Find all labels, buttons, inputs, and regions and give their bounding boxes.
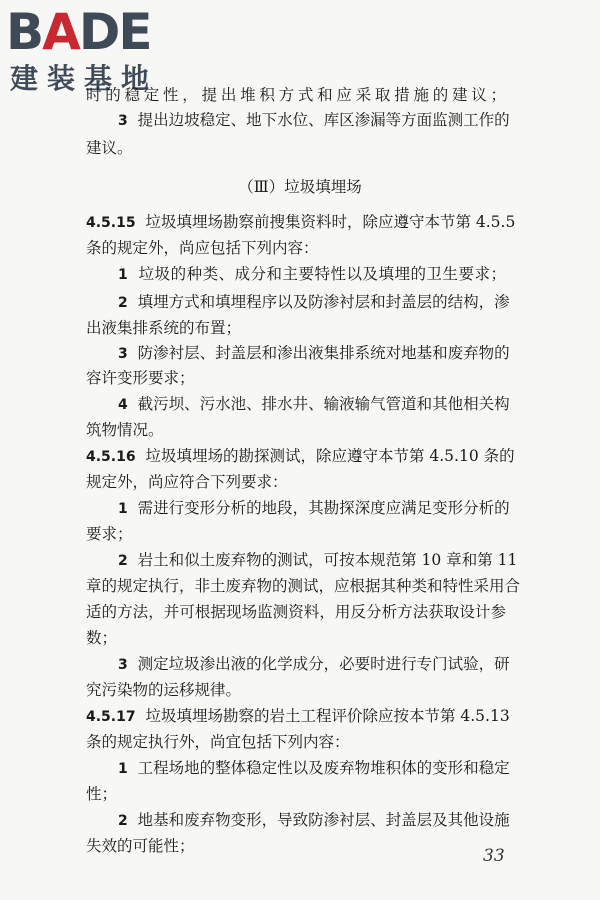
text-line: 章的规定执行，非土废弃物的测试，应根据其种类和特性采用合: [86, 577, 521, 595]
item-text: 地基和废弃物变形，导致防渗衬层、封盖层及其他设施: [137, 811, 510, 829]
page-number: 33: [483, 846, 505, 866]
list-item-line: [118, 498, 510, 519]
item-text: 需进行变形分析的地段，其勘探深度应满足变形分析的: [137, 499, 510, 517]
list-item-line: [118, 292, 510, 313]
watermark-letter-a: A: [42, 3, 79, 61]
list-item-line: [118, 343, 510, 364]
text-line: 规定外，尚应符合下列要求：: [86, 473, 288, 491]
text-line: 条的规定执行外，尚宜包括下列内容：: [86, 733, 350, 751]
clause-text: 垃圾填埋场的勘探测试，除应遵守本节第 4.5.10 条的: [145, 447, 515, 465]
text-line: 究污染物的运移规律。: [86, 681, 242, 699]
text-line: 适的方法，并可根据现场监测资料，用反分析方法获取设计参: [86, 603, 506, 621]
item-number: 3: [118, 113, 128, 129]
item-number: 1: [118, 761, 128, 777]
list-item-line: [118, 654, 510, 675]
list-item-line: [118, 264, 506, 285]
text-line: 时的稳定性，提出堆积方式和应采取措施的建议；: [86, 86, 506, 104]
clause-number: 4.5.16: [86, 449, 136, 465]
text-line: 失效的可能性；: [86, 837, 195, 855]
text-line: 性；: [86, 785, 118, 803]
watermark-letters-de: DE: [78, 3, 151, 61]
item-number: 1: [118, 501, 128, 517]
item-number: 3: [118, 657, 128, 673]
text-line: 出液集排系统的布置；: [86, 319, 242, 337]
item-number: 2: [118, 553, 128, 569]
item-text: 填埋方式和填埋程序以及防渗衬层和封盖层的结构，渗: [137, 293, 510, 311]
watermark-subtitle: 建装基地: [10, 62, 159, 95]
item-number: 2: [118, 295, 128, 311]
item-number: 3: [118, 346, 128, 362]
item-text: 岩土和似土废弃物的测试，可按本规范第 10 章和第 11: [137, 551, 518, 569]
item-text: 截污坝、污水池、排水井、输液输气管道和其他相关构: [137, 395, 510, 413]
list-item-line: [118, 110, 510, 131]
clause-number: 4.5.17: [86, 709, 136, 725]
item-number: 2: [118, 813, 128, 829]
item-text: 提出边坡稳定、地下水位、库区渗漏等方面监测工作的: [137, 111, 510, 129]
item-number: 1: [118, 267, 128, 283]
clause-text: 垃圾填埋场勘察的岩土工程评价除应按本节第 4.5.13: [145, 707, 510, 725]
text-line: 建议。: [86, 139, 133, 157]
text-line: 筑物情况。: [86, 421, 164, 439]
section-title: （Ⅲ）垃圾填埋场: [238, 178, 362, 196]
item-text: 垃圾的种类、成分和主要特性以及填埋的卫生要求；: [138, 265, 506, 283]
list-item-line: [118, 810, 510, 831]
clause-number: 4.5.15: [86, 215, 136, 231]
text-line: 数；: [86, 629, 118, 647]
watermark-brand: [6, 4, 151, 60]
list-item-line: [118, 758, 510, 779]
item-text: 工程场地的整体稳定性以及废弃物堆积体的变形和稳定: [137, 759, 510, 777]
list-item-line: [118, 394, 510, 415]
list-item-line: [118, 550, 518, 571]
item-number: 4: [118, 397, 128, 413]
clause-text: 垃圾填埋场勘察前搜集资料时，除应遵守本节第 4.5.5: [145, 213, 516, 231]
clause-line: [86, 446, 515, 467]
clause-line: [86, 212, 516, 233]
item-text: 测定垃圾渗出液的化学成分，必要时进行专门试验，研: [137, 655, 510, 673]
clause-line: [86, 706, 510, 727]
text-line: 要求；: [86, 525, 133, 543]
text-line: 容许变形要求；: [86, 369, 195, 387]
item-text: 防渗衬层、封盖层和渗出液集排系统对地基和废弃物的: [137, 344, 510, 362]
text-line: 条的规定外，尚应包括下列内容：: [86, 239, 319, 257]
watermark-letter-b: B: [6, 3, 43, 61]
